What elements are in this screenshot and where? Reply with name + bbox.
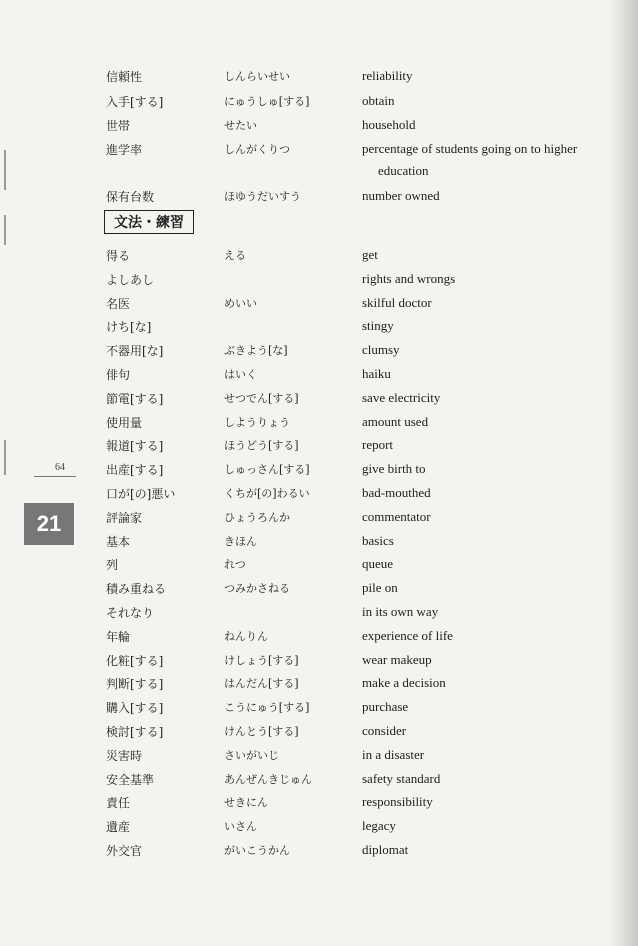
vocab-english: save electricity xyxy=(362,389,441,405)
vocab-kanji: 保有台数 xyxy=(106,190,155,204)
vocab-kana: ひょうろんか xyxy=(224,510,290,524)
vocab-kana: ほゆうだいすう xyxy=(224,190,301,203)
vocab-english: in its own way xyxy=(362,604,439,619)
vocab-english: percentage of students going on to higher xyxy=(362,141,578,156)
vocab-kana: せたい xyxy=(224,119,257,132)
vocab-english: rights and wrongs xyxy=(362,270,456,286)
vocab-english: diplomat xyxy=(362,842,409,857)
vocab-english: legacy xyxy=(362,818,396,834)
vocab-kanji: それなり xyxy=(106,606,155,620)
vocab-english: give birth to xyxy=(362,461,426,477)
vocab-kanji: 列 xyxy=(106,558,119,573)
vocab-kana: しゅっさん[する] xyxy=(224,463,310,477)
vocab-english: stingy xyxy=(362,318,394,334)
vocab-kana: しんらいせい xyxy=(224,70,290,83)
vocab-kana: しようりょう xyxy=(224,415,290,429)
vocab-kana: めいい xyxy=(224,296,257,310)
vocab-english: bad-mouthed xyxy=(362,485,431,500)
vocab-kanji: 判断[する] xyxy=(106,677,164,692)
vocab-english: responsibility xyxy=(362,794,433,810)
vocab-kanji: 災害時 xyxy=(106,748,143,763)
vocab-kana: せつでん[する] xyxy=(224,391,299,405)
vocab-row xyxy=(0,842,638,862)
vocab-english: haiku xyxy=(362,366,391,381)
vocab-kanji: 年輪 xyxy=(106,629,131,644)
vocab-kana: しんがくりつ xyxy=(224,143,290,156)
vocab-english: household xyxy=(362,117,416,132)
vocab-english: clumsy xyxy=(362,342,400,358)
vocab-kana: あんぜんきじゅん xyxy=(224,772,312,786)
vocab-kana: はいく xyxy=(224,368,257,381)
vocab-kanji: 遺産 xyxy=(106,820,131,835)
vocab-row xyxy=(0,117,638,137)
vocab-row xyxy=(0,771,638,791)
vocab-kanji: 得る xyxy=(106,249,131,263)
vocab-kana: こうにゅう[する] xyxy=(224,701,310,715)
vocab-kanji: 検討[する] xyxy=(106,725,164,739)
vocab-english: make a decision xyxy=(362,675,446,691)
vocab-english: consider xyxy=(362,723,407,738)
vocab-row xyxy=(0,68,638,88)
vocab-row xyxy=(0,556,638,576)
vocab-kanji: 世帯 xyxy=(106,119,131,133)
vocab-row xyxy=(0,533,638,553)
vocab-kanji: 進学率 xyxy=(106,143,143,157)
vocab-row xyxy=(0,247,638,267)
vocab-kana: にゅうしゅ[する] xyxy=(224,95,310,108)
vocab-kana: れつ xyxy=(224,558,246,572)
vocab-kanji: 俳句 xyxy=(106,368,131,382)
vocab-english: get xyxy=(362,247,378,262)
vocab-kana: ねんりん xyxy=(224,629,268,643)
vocab-english: obtain xyxy=(362,93,395,108)
vocab-row xyxy=(0,390,638,410)
vocab-kanji: 口が[の]悪い xyxy=(106,487,176,501)
vocab-kanji: 不器用[な] xyxy=(106,344,164,359)
vocab-kana: がいこうかん xyxy=(224,844,290,857)
vocab-row xyxy=(0,604,638,624)
vocab-kanji: 積み重ねる xyxy=(106,582,167,597)
vocab-kanji: 出産[する] xyxy=(106,463,164,478)
vocab-row xyxy=(0,318,638,338)
vocab-row xyxy=(0,414,638,434)
vocab-english: number owned xyxy=(362,188,440,203)
vocab-kana: くちが[の]わるい xyxy=(224,487,310,500)
vocab-english: report xyxy=(362,437,394,453)
vocab-row xyxy=(0,699,638,719)
vocab-kana: いさん xyxy=(224,820,257,834)
vocab-kana: けんとう[する] xyxy=(224,725,299,738)
chapter-tab: 21 xyxy=(24,503,74,545)
vocab-kana: える xyxy=(224,249,246,262)
vocab-row xyxy=(0,461,638,481)
vocab-kanji: 入手[する] xyxy=(106,95,164,109)
vocab-kana: つみかさねる xyxy=(224,582,290,596)
left-edge-mark xyxy=(4,215,6,245)
vocab-row xyxy=(0,628,638,648)
vocab-row xyxy=(0,271,638,291)
vocab-english: reliability xyxy=(362,68,413,83)
vocab-kanji: 報道[する] xyxy=(106,439,164,454)
vocab-kanji: 使用量 xyxy=(106,415,143,430)
vocab-row xyxy=(0,188,638,208)
vocab-english: wear makeup xyxy=(362,651,432,667)
vocab-row xyxy=(0,141,638,161)
vocab-row xyxy=(0,747,638,767)
vocab-english: basics xyxy=(362,532,394,548)
vocab-english: commentator xyxy=(362,508,431,524)
vocab-kana: はんだん[する] xyxy=(224,677,299,691)
vocab-english: queue xyxy=(362,556,394,572)
vocab-kanji: けち[な] xyxy=(106,320,152,335)
vocab-kanji: 化粧[する] xyxy=(106,653,164,668)
vocab-row xyxy=(0,295,638,315)
vocab-row xyxy=(0,818,638,838)
vocab-kanji: 安全基準 xyxy=(106,772,155,787)
vocab-kanji: 外交官 xyxy=(106,844,143,858)
vocab-kanji: よしあし xyxy=(106,272,155,287)
vocab-row xyxy=(0,675,638,695)
vocab-row xyxy=(0,723,638,743)
vocab-kana: けしょう[する] xyxy=(224,653,299,667)
vocab-row xyxy=(0,485,638,505)
vocab-english: safety standard xyxy=(362,770,441,786)
vocab-row xyxy=(0,342,638,362)
vocab-row xyxy=(0,437,638,457)
vocab-english: purchase xyxy=(362,699,409,715)
vocab-kana: さいがいじ xyxy=(224,748,279,762)
section-title: 文法・練習 xyxy=(104,210,194,234)
vocab-row xyxy=(0,580,638,600)
vocab-row xyxy=(0,93,638,113)
vocab-row xyxy=(0,366,638,386)
vocab-english: in a disaster xyxy=(362,746,425,762)
vocab-kanji: 購入[する] xyxy=(106,701,164,716)
vocab-kana: せきにん xyxy=(224,796,268,810)
vocab-row xyxy=(0,652,638,672)
vocab-kana: ぶきよう[な] xyxy=(224,344,288,358)
vocab-kanji: 名医 xyxy=(106,296,131,311)
vocab-english: experience of life xyxy=(362,627,453,643)
vocab-english: amount used xyxy=(362,413,429,429)
vocab-kanji: 責任 xyxy=(106,796,131,811)
vocab-kanji: 評論家 xyxy=(106,510,143,525)
vocab-row xyxy=(0,794,638,814)
vocab-row xyxy=(0,509,638,529)
page-number: 64 xyxy=(55,462,65,473)
vocab-english: skilful doctor xyxy=(362,294,432,310)
vocab-kana: きほん xyxy=(224,534,257,548)
vocab-kana: ほうどう[する] xyxy=(224,439,299,453)
vocab-kanji: 信頼性 xyxy=(106,70,143,84)
vocab-english: pile on xyxy=(362,580,398,596)
vocab-kanji: 節電[する] xyxy=(106,391,164,406)
vocab-kanji: 基本 xyxy=(106,534,131,549)
vocab-english-continuation: education xyxy=(378,163,429,178)
